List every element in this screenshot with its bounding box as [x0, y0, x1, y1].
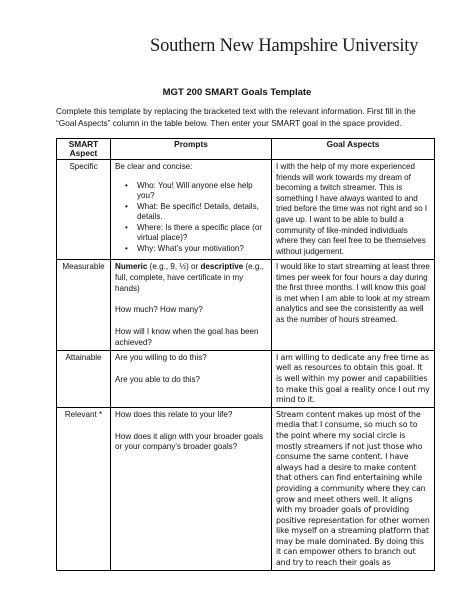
numeric-keyword: Numeric	[115, 262, 148, 271]
smart-goals-table	[56, 138, 435, 571]
goal-cell: Stream content makes up most of the media that I consume, so much so to the point where my social circle is mostly streamers if not just those who consume the same content. I have always had a desire to make content that others can find entertaining while providing a community where they can grow and meet others well. It aligns with my broader goals of providing positive representation for other women like myself on a streaming platform that may be male dominated. By doing this it can empower others to branch out and try to reach their goals as	[272, 407, 435, 570]
goal-cell: I would like to start streaming at least three times per week for four hours a day during the first three months. I will know this goal is met when I am able to look at my stream analytics and see the consistently as well as the number of hours streamed.	[272, 260, 435, 351]
header-smart-aspect: SMART Aspect	[57, 139, 111, 160]
list-item: • Who: You! Will anyone else help you?	[137, 181, 267, 202]
table-row-attainable	[57, 350, 435, 407]
table-row-measurable	[57, 260, 435, 351]
aspect-label: Measurable	[57, 260, 111, 351]
aspect-label: Attainable	[57, 350, 111, 407]
prompt-cell	[111, 160, 272, 260]
prompt-intro: Be clear and concise:	[115, 162, 193, 171]
list-item: • Where: Is there a specific place (or virtual place)?	[137, 223, 267, 244]
header-prompts: Prompts	[111, 139, 272, 160]
descriptive-keyword: descriptive	[200, 262, 244, 271]
header-goal-aspects: Goal Aspects	[272, 139, 435, 160]
prompt-question: How much? How many?	[115, 305, 203, 315]
prompt-question: Are you willing to do this?	[115, 352, 207, 362]
prompt-question: Are you able to do this?	[115, 374, 201, 384]
table-header-row	[57, 139, 435, 160]
table-row-relevant	[57, 407, 435, 570]
list-item: • Why: What’s your motivation?	[137, 244, 267, 255]
instructions-paragraph: Complete this template by replacing the bracketed text with the relevant information. First fill in the “Goal Aspects” column in the table below. Then enter your SMART goal in the space provided.	[56, 106, 416, 128]
prompt-cell	[111, 407, 272, 570]
prompt-bullet-list	[115, 181, 267, 255]
aspect-label: Specific	[57, 160, 111, 260]
prompt-question: How will I know when the goal has been achieved?	[115, 327, 259, 347]
aspect-label: Relevant *	[57, 407, 111, 570]
prompt-question: How does it align with your broader goals or your company’s broader goals?	[115, 431, 264, 452]
goal-cell: I am willing to dedicate any free time as well as resources to obtain this goal. It is well within my power and capabilities to make this goal a reality once I out my mind to it.	[272, 350, 435, 407]
goal-cell: I with the help of my more experienced friends will work towards my dream of becoming a twitch streamer. This is something I have always wanted to and tried before the time was not right and so I gave up. I want to be able to build a community of like-minded individuals where they can feel free to be themselves without judgement.	[272, 160, 435, 260]
list-item: • What: Be specific! Details, details, details.	[137, 202, 267, 223]
prompt-question: How does this relate to your life?	[115, 409, 233, 419]
page-title: MGT 200 SMART Goals Template	[162, 87, 312, 98]
prompt-numeric-descriptive: Numeric (e.g., 9, ½) or descriptive (e.g., full, complete, have certificate in my hands)	[115, 262, 264, 293]
prompt-cell	[111, 260, 272, 351]
prompt-cell	[111, 350, 272, 407]
university-logo: Southern New Hampshire University	[150, 36, 419, 56]
table-row-specific	[57, 160, 435, 260]
